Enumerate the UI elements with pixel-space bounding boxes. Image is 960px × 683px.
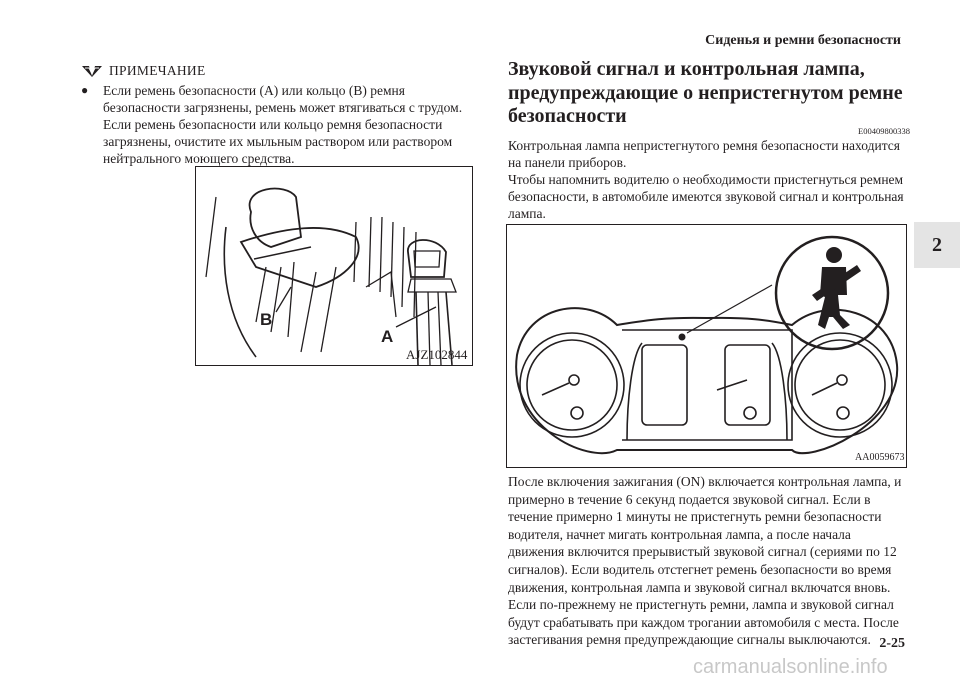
paragraph-1: Контрольная лампа непристегнутого ремня безопасности находится на панели приборов. xyxy=(508,138,900,170)
instrument-panel-illustration xyxy=(507,225,906,467)
figure2-code: AA0059673 xyxy=(855,452,905,463)
note-body xyxy=(81,82,477,167)
page-number: 2-25 xyxy=(879,636,905,651)
note-heading-text: ПРИМЕЧАНИЕ xyxy=(109,63,206,78)
running-header: Сиденья и ремни безопасности xyxy=(705,33,901,48)
note-heading xyxy=(81,63,206,79)
section-title: Звуковой сигнал и контрольная лампа, предупреждающие о непристегнутом ремне безопасности xyxy=(508,58,903,127)
note-icon xyxy=(81,64,103,78)
seatbelt-illustration xyxy=(196,167,472,365)
chapter-tab xyxy=(914,222,960,268)
label-a: A xyxy=(381,327,394,346)
note-text: Если ремень безопасности (А) или кольцо (В) ремня безопасности загрязнены, ремень может втягиваться с трудом. Если ремень безопасности или кольцо ремня безопасности загрязнены, очистите их мыльным раствором или раствором нейтрального моющего средства. xyxy=(103,83,463,166)
watermark: carmanualsonline.info xyxy=(693,656,888,678)
note-bullet: ● xyxy=(81,83,89,97)
section-code: E00409800338 xyxy=(858,126,910,136)
paragraph-2: Чтобы напомнить водителю о необходимости пристегнуться ремнем безопасности, в автомобиле имеются звуковой сигнал и контрольная лампа. xyxy=(508,172,904,221)
seatbelt-figure xyxy=(195,166,473,366)
label-b: B xyxy=(260,310,273,329)
section-intro xyxy=(508,137,908,222)
seatbelt-warning-icon xyxy=(812,247,861,329)
paragraph-3: После включения зажигания (ON) включается контрольная лампа, и примерно в течение 6 секунд подается звуковой сигнал. Если в течение примерно 1 минуты не пристегнуть ремни безопасности водителя, начнет мигать контрольная лампа, а после начала движения включится прерывистый звуковой сигнал (сериями по 12 сигналов). Если водитель отстегнет ремень безопасности во время движения, контрольная лампа и звуковой сигнал включатся вновь. Если по-прежнему не пристегнуть ремни, лампа и звуковой сигнал будут срабатывать при каждом трогании автомобиля с места. После застегивания ремня предупреждающие сигналы выключаются. xyxy=(508,474,902,648)
chapter-number: 2 xyxy=(932,233,942,256)
instrument-panel-figure xyxy=(506,224,907,468)
figure1-code: AJZ102844 xyxy=(406,347,468,362)
